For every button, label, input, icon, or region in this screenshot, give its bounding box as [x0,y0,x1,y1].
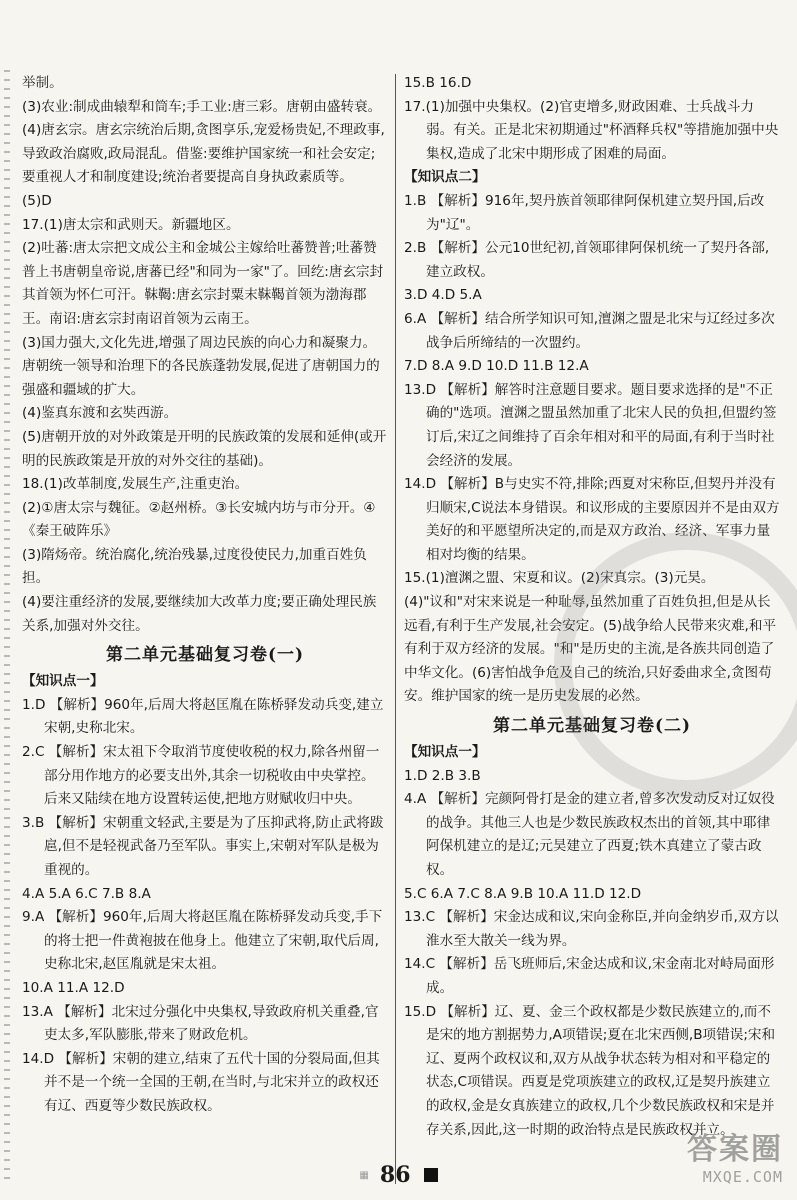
answer-paragraph: 15.D 【解析】辽、夏、金三个政权都是少数民族建立的,而不是宋的地方割据势力,A项错误;夏在北宋西侧,B项错误;宋和辽、夏两个政权议和,双方从战争状态转为相对和平稳定的状态,C项错误。西夏是党项族建立的政权,辽是契丹族建立的政权,金是女真族建立的政权,几个少数民族政权和宋是并存关系,因此,这一时期的政治特点是民族政权并立。 [404,1003,776,1138]
answer-paragraph: 14.D 【解析】B与史实不符,排除;西夏对宋称臣,但契丹并没有归顺宋,C说法本身错误。和议形成的主要原因并不是由双方美好的和平愿望所决定的,而是双方政治、经济、军事力量相对均衡的结果。 [404,476,780,563]
answer-paragraph: 13.C 【解析】宋金达成和议,宋向金称臣,并向金纳岁币,双方以淮水至大散关一线为界。 [404,909,779,949]
footer-square-icon [424,1168,438,1182]
answer-paragraph: 14.C 【解析】岳飞班师后,宋金达成和议,宋金南北对峙局面形成。 [404,956,775,996]
answer-paragraph: 17.(1)唐太宗和武则天。新疆地区。 [22,216,240,233]
answer-paragraph: 14.D 【解析】宋朝的建立,结束了五代十国的分裂局面,但其并不是一个统一全国的王朝,在当时,与北宋并立的政权还有辽、西夏等少数民族政权。 [22,1050,380,1114]
left-column [22,72,388,1119]
answer-paragraph: 18.(1)改革制度,发展生产,注重吏治。 [22,476,249,493]
answer-paragraph: (5)唐朝开放的对外政策是开明的民族政策的发展和延伸(或开明的民族政策是开放的对外交往的基础)。 [22,428,387,469]
right-answers-block-3 [404,765,780,1143]
page-number: 86 [379,1162,411,1188]
answer-paragraph: 4.A 【解析】完颜阿骨打是金的建立者,曾多次发动反对辽奴役的战争。其他三人也是少数民族政权杰出的首领,其中耶律阿保机建立的是辽;元昊建立了西夏;铁木真建立了蒙古政权。 [404,791,775,878]
watermark-logo [687,1124,783,1186]
answer-paragraph: 6.A 【解析】结合所学知识可知,澶渊之盟是北宋与辽经过多次战争后所缔结的一次盟约。 [404,310,775,351]
section-title-unit2-review-1: 第二单元基础复习卷(一) [105,645,305,666]
answer-paragraph: (3)农业:制成曲辕犁和筒车;手工业:唐三彩。唐朝由盛转衰。 [22,98,382,115]
left-answers-block-2 [22,694,388,1119]
answer-paragraph: 1.B 【解析】916年,契丹族首领耶律阿保机建立契丹国,后改为"辽"。 [404,192,765,233]
answer-paragraph: 1.D 2.B 3.B [404,767,481,784]
answer-paragraph: (4)唐玄宗。唐玄宗统治后期,贪图享乐,宠爱杨贵妃,不理政事,导致政治腐败,政局混乱。借鉴:要维护国家统一和社会安定;要重视人才和制度建设;统治者要提高自身执政素质等。 [22,122,385,186]
answer-paragraph: 13.A 【解析】北宋过分强化中央集权,导致政府机关重叠,官吏太多,军队膨胀,带来了财政危机。 [22,1003,379,1044]
page-footer [0,1162,797,1188]
binding-margin-dots [4,70,10,1180]
answer-paragraph: (3)国力强大,文化先进,增强了周边民族的向心力和凝聚力。唐朝统一领导和治理下的各民族蓬勃发展,促进了唐朝国力的强盛和疆域的扩大。 [22,334,380,398]
answer-paragraph: 13.D 【解析】解答时注意题目要求。题目要求选择的是"不正确的"选项。澶渊之盟虽然加重了北宋人民的负担,但盟约签订后,宋辽之间维持了百余年相对和平的局面,有利于当时社会经济的发展。 [404,381,777,469]
answer-paragraph: 举制。 [22,75,63,91]
answer-paragraph: 15.(1)澶渊之盟、宋夏和议。(2)宋真宗。(3)元昊。 [404,570,715,587]
section-title-unit2-review-2: 第二单元基础复习卷(二) [492,716,692,737]
watermark-site-text: MXQE.COM [702,1168,783,1186]
knowledge-point-2-heading: 【知识点二】 [404,169,486,186]
answer-paragraph: (3)隋炀帝。统治腐化,统治残暴,过度役使民力,加重百姓负担。 [22,546,367,587]
answer-paragraph: 4.A 5.A 6.C 7.B 8.A [22,885,151,902]
answer-paragraph: 17.(1)加强中央集权。(2)官吏增多,财政困难、士兵战斗力弱。有关。正是北宋初期通过"杯酒释兵权"等措施加强中央集权,造成了北宋中期形成了困难的局面。 [404,98,779,162]
answer-paragraph: 3.D 4.D 5.A [404,287,482,304]
footer-ornament-icon: ▦ [359,1169,369,1181]
knowledge-point-heading-2: 【知识点一】 [404,744,486,761]
answer-paragraph: (4)要注重经济的发展,要继续加大改革力度;要正确处理民族关系,加强对外交往。 [22,594,377,634]
answer-paragraph: (4)鉴真东渡和玄奘西游。 [22,405,178,422]
right-answers-block-1 [404,72,780,166]
knowledge-point-heading: 【知识点一】 [22,673,104,690]
right-column [404,72,780,1142]
answer-paragraph: 1.D 【解析】960年,后周大将赵匡胤在陈桥驿发动兵变,建立宋朝,史称北宋。 [22,696,384,737]
answer-paragraph: 10.A 11.A 12.D [22,979,125,996]
answer-paragraph: (2)吐蕃:唐太宗把文成公主和金城公主嫁给吐蕃赞普;吐蕃赞普上书唐朝皇帝说,唐蕃已经"和同为一家"了。回纥:唐玄宗封其首领为怀仁可汗。靺鞨:唐玄宗封粟末靺鞨首领为渤海郡王。南诏:唐玄宗封南诏首领为云南王。 [22,240,384,327]
answer-paragraph: (2)①唐太宗与魏征。②赵州桥。③长安城内坊与市分开。④《秦王破阵乐》 [22,499,376,540]
answer-paragraph: 2.C 【解析】宋太祖下令取消节度使收税的权力,除各州留一部分用作地方的必要支出外,其余一切税收由中央掌控。后来又陆续在地方设置转运使,把地方财赋收归中央。 [22,744,380,808]
answer-paragraph: 5.C 6.A 7.C 8.A 9.B 10.A 11.D 12.D [404,885,642,902]
answer-paragraph: 7.D 8.A 9.D 10.D 11.B 12.A [404,358,589,375]
answer-paragraph: 3.B 【解析】宋朝重文轻武,主要是为了压抑武将,防止武将跋扈,但不是轻视武备乃至军队。事实上,宋朝对军队是极为重视的。 [22,814,384,878]
answer-paragraph: (4)"议和"对宋来说是一种耻辱,虽然加重了百姓负担,但是从长远看,有利于生产发展,社会安定。(5)战争给人民带来灾难,和平有利于双方经济的发展。"和"是历史的主流,是各族共同创造了中华文化。(6)害怕战争危及自己的统治,只好委曲求全,贪图苟安。维护国家的统一是历史发展的必然。 [404,594,777,705]
answer-paragraph: 15.B 16.D [404,75,472,91]
answer-paragraph: 9.A 【解析】960年,后周大将赵匡胤在陈桥驿发动兵变,手下的将士把一件黄袍披在他身上。他建立了宋朝,取代后周,史称北宋,赵匡胤就是宋太祖。 [22,909,383,973]
left-answers-block-1 [22,72,388,638]
answer-paragraph: 2.B 【解析】公元10世纪初,首领耶律阿保机统一了契丹各部,建立政权。 [404,240,770,280]
answer-paragraph: (5)D [22,192,52,209]
column-divider [395,74,396,1184]
watermark-logo-text: 答案圈 [687,1132,783,1167]
